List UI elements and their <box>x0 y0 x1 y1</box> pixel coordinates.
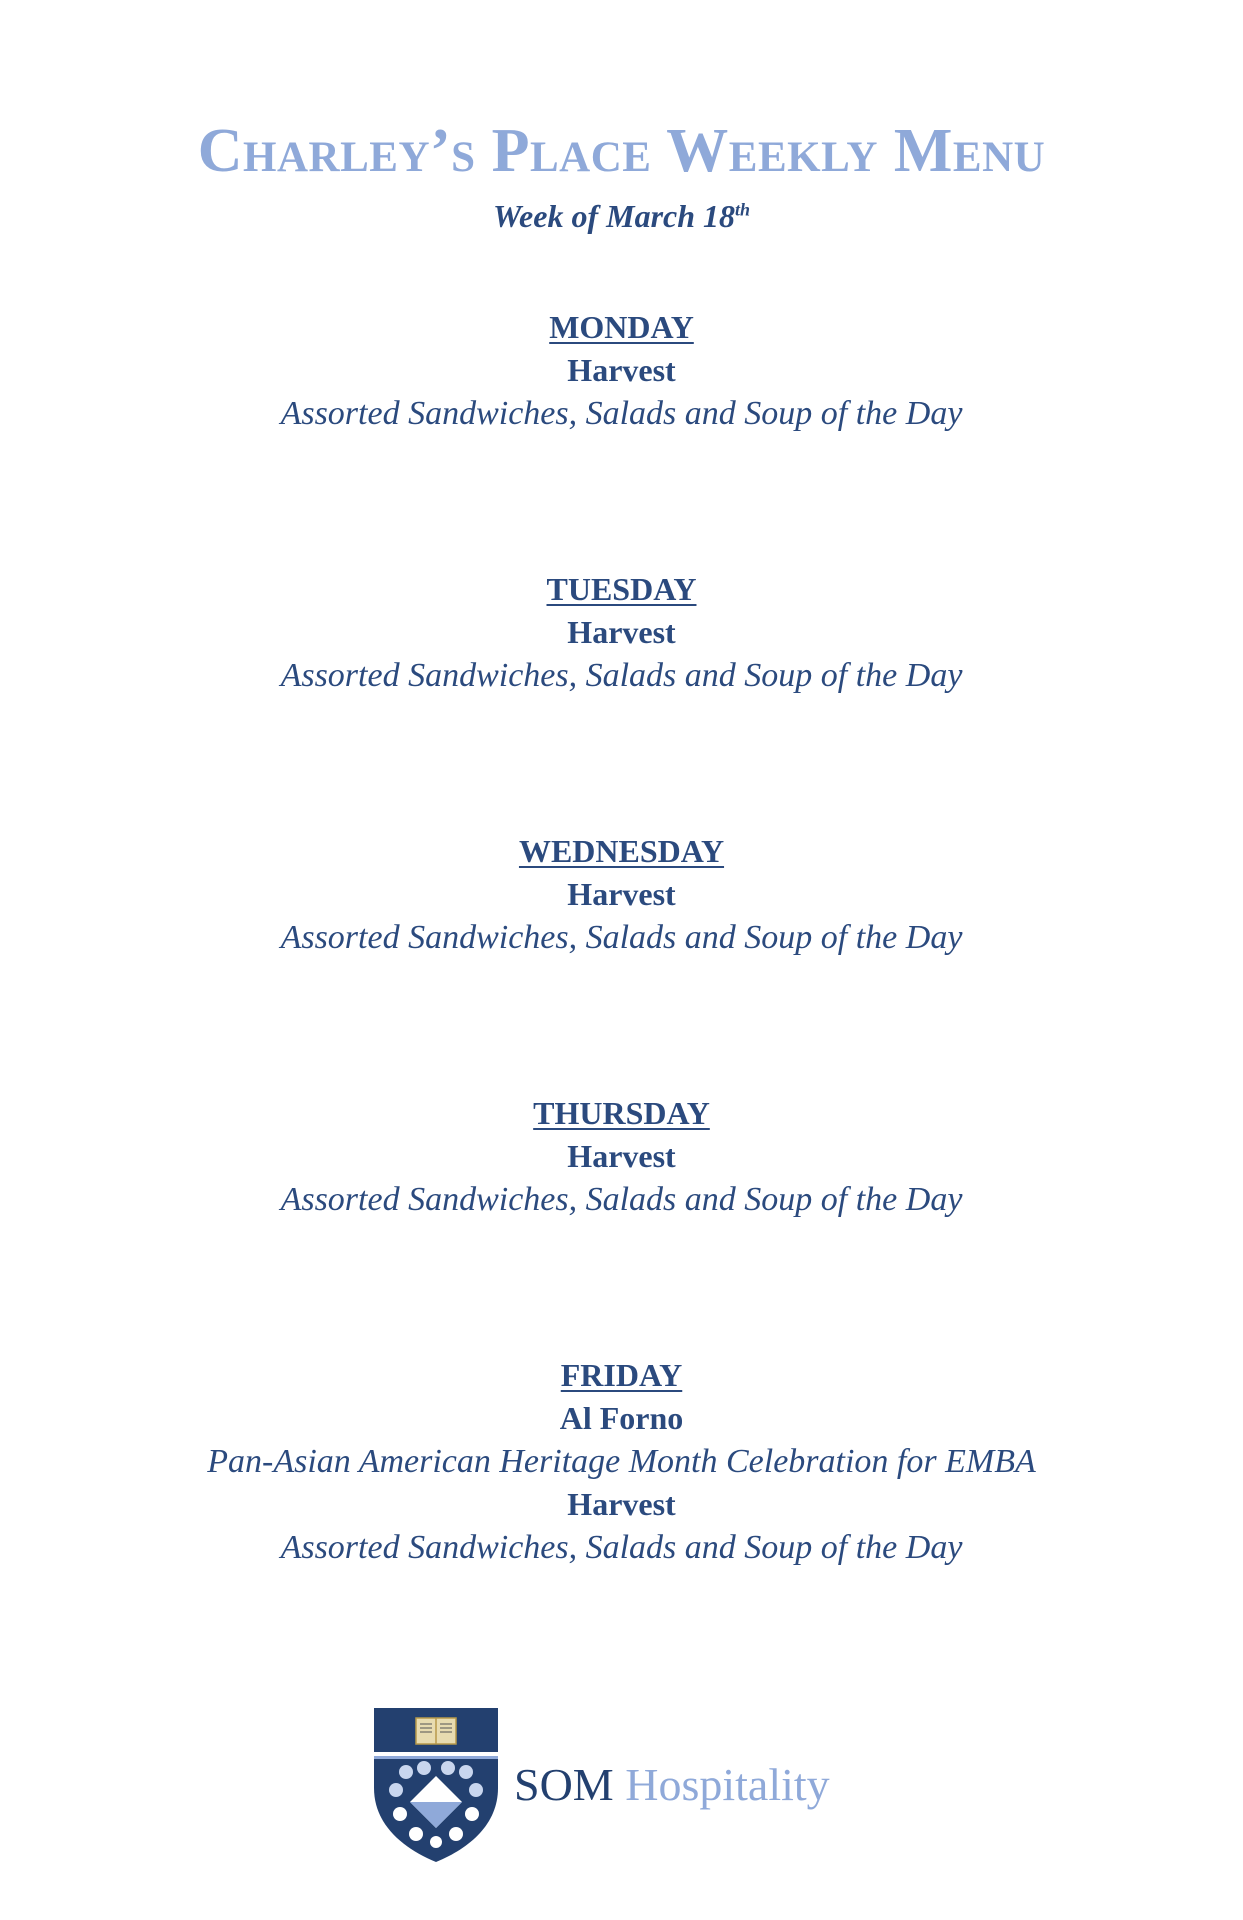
day-name: TUESDAY <box>546 571 697 607</box>
venue-description: Assorted Sandwiches, Salads and Soup of the Day <box>280 1529 963 1566</box>
venue-name: Harvest <box>567 876 676 912</box>
day-block-monday <box>0 306 1243 435</box>
shield-crest-icon <box>372 1706 500 1864</box>
brand-name <box>514 1759 830 1810</box>
venue-name: Harvest <box>567 1486 676 1522</box>
page-title: Charley’s Place Weekly Menu <box>197 117 1046 185</box>
venue-name: Harvest <box>567 352 676 388</box>
venue-name: Harvest <box>567 614 676 650</box>
week-subtitle <box>0 200 1243 232</box>
day-name: WEDNESDAY <box>518 833 725 869</box>
day-block-wednesday <box>0 830 1243 959</box>
venue-name: Harvest <box>567 1138 676 1174</box>
venue-description: Assorted Sandwiches, Salads and Soup of the Day <box>280 919 963 956</box>
day-block-friday <box>0 1354 1243 1569</box>
venue-description: Assorted Sandwiches, Salads and Soup of the Day <box>280 657 963 694</box>
venue-description: Assorted Sandwiches, Salads and Soup of the Day <box>280 395 963 432</box>
brand-primary: SOM <box>514 1759 614 1810</box>
venue-name: Al Forno <box>559 1400 684 1436</box>
venue-description: Pan-Asian American Heritage Month Celebration for EMBA <box>207 1443 1036 1480</box>
week-subtitle-text: Week of March 18 <box>492 198 736 234</box>
som-hospitality-logo <box>372 1705 830 1865</box>
day-name: THURSDAY <box>533 1095 710 1131</box>
day-name: MONDAY <box>549 309 694 345</box>
day-block-thursday <box>0 1092 1243 1221</box>
venue-description: Assorted Sandwiches, Salads and Soup of the Day <box>280 1181 963 1218</box>
brand-secondary: Hospitality <box>625 1759 830 1810</box>
week-subtitle-suffix: th <box>735 199 751 220</box>
day-name: FRIDAY <box>560 1357 683 1393</box>
day-block-tuesday <box>0 568 1243 697</box>
